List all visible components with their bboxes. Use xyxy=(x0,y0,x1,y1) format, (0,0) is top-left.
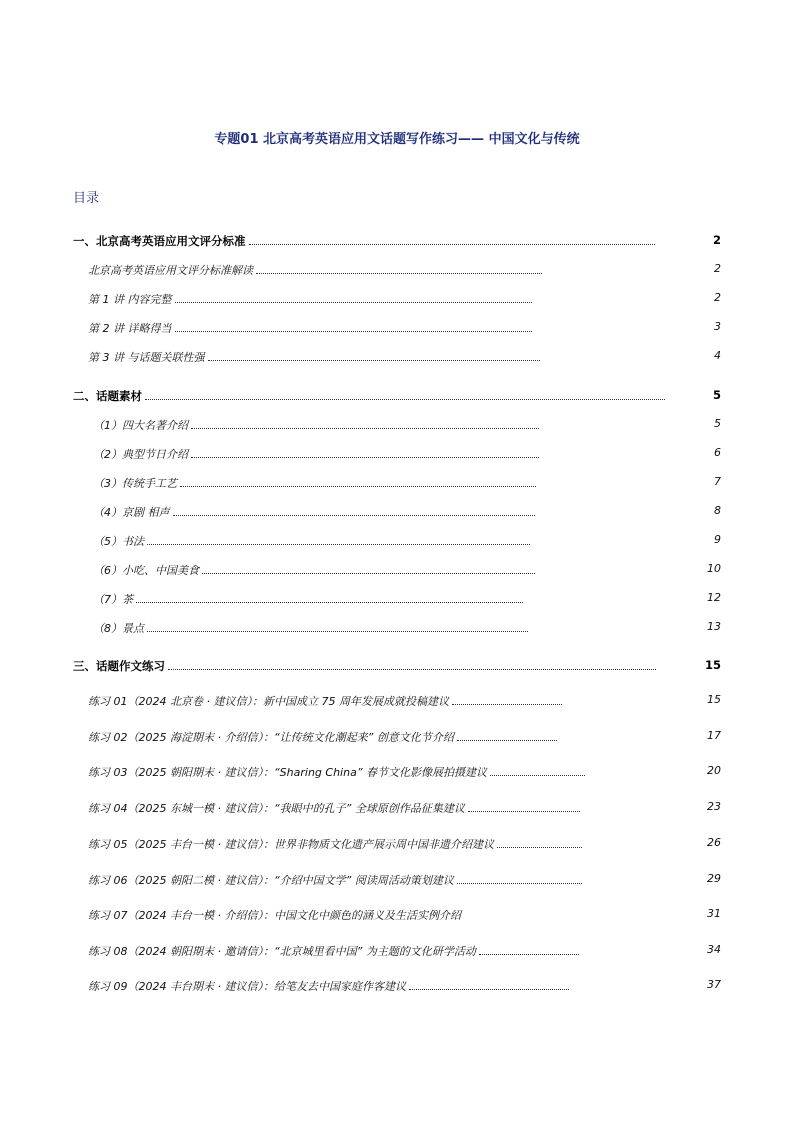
dot-leader xyxy=(409,988,569,990)
toc-entry-label: 练习 09（2024 丰台期末 · 建议信）：给笔友去中国家庭作客建议 xyxy=(88,980,406,993)
toc-entry[interactable] xyxy=(73,658,721,674)
toc-entry-page: 8 xyxy=(714,504,721,517)
toc-entry-label: 第 2 讲 详略得当 xyxy=(88,322,172,335)
toc-entry-label: （1）四大名著介绍 xyxy=(93,419,188,432)
toc-entry-label: （5）书法 xyxy=(93,535,144,548)
toc-entry[interactable] xyxy=(93,620,721,636)
toc-entry-page: 2 xyxy=(714,291,721,304)
toc-entry[interactable] xyxy=(88,907,721,923)
toc-entry-page: 12 xyxy=(707,591,721,604)
dot-leader xyxy=(457,739,557,741)
toc-entry-label: （4）京剧 相声 xyxy=(93,506,170,519)
toc-entry-label: 练习 01（2024 北京卷 · 建议信）：新中国成立 75 周年发展成就投稿建议 xyxy=(88,695,449,708)
toc-entry-label: 练习 04（2025 东城一模 · 建议信）：“我眼中的孔子” 全球原创作品征集建议 xyxy=(88,802,465,815)
toc-heading: 目录 xyxy=(73,191,100,206)
toc-entry-label: （6）小吃、中国美食 xyxy=(93,564,199,577)
toc-entry[interactable] xyxy=(93,475,721,491)
dot-leader xyxy=(249,243,655,245)
toc-entry[interactable] xyxy=(93,591,721,607)
toc-entry[interactable] xyxy=(88,800,721,816)
toc-entry-label: 一、北京高考英语应用文评分标准 xyxy=(73,234,246,248)
dot-leader xyxy=(191,427,539,429)
toc-entry-label: 练习 05（2025 丰台一模 · 建议信）：世界非物质文化遗产展示周中国非遗介绍建议 xyxy=(88,838,494,851)
toc-entry[interactable] xyxy=(88,693,721,709)
toc-entry-label: 北京高考英语应用文评分标准解读 xyxy=(88,264,253,277)
dot-leader xyxy=(147,630,528,632)
toc-entry-label: 练习 02（2025 海淀期末 · 介绍信）：“让传统文化潮起来” 创意文化节介绍 xyxy=(88,731,454,744)
toc-entry-page: 10 xyxy=(707,562,721,575)
toc-entry-label: （7）茶 xyxy=(93,593,133,606)
dot-leader xyxy=(145,398,665,400)
toc-entry[interactable] xyxy=(88,978,721,994)
toc-entry[interactable] xyxy=(88,291,721,307)
dot-leader xyxy=(180,485,536,487)
toc-entry-page: 3 xyxy=(714,320,721,333)
toc-entry-label: 第 3 讲 与话题关联性强 xyxy=(88,351,205,364)
toc-entry-label: （3）传统手工艺 xyxy=(93,477,177,490)
dot-leader xyxy=(136,601,523,603)
toc-entry-page: 9 xyxy=(714,533,721,546)
dot-leader xyxy=(175,301,532,303)
toc-entry-label: 第 1 讲 内容完整 xyxy=(88,293,172,306)
toc-entry-page: 5 xyxy=(714,417,721,430)
toc-entry-page: 7 xyxy=(714,475,721,488)
toc-entry[interactable] xyxy=(88,836,721,852)
toc-entry[interactable] xyxy=(93,417,721,433)
dot-leader xyxy=(490,774,585,776)
toc-entry-page: 15 xyxy=(707,693,721,706)
toc-entry[interactable] xyxy=(88,320,721,336)
toc-entry-label: 二、话题素材 xyxy=(73,389,142,403)
toc-entry-label: 练习 06（2025 朝阳二模 · 建议信）：“介绍中国文学” 阅读周活动策划建议 xyxy=(88,874,454,887)
dot-leader xyxy=(168,668,656,670)
toc-entry[interactable] xyxy=(73,388,721,404)
dot-leader xyxy=(173,514,535,516)
toc-entry[interactable] xyxy=(93,504,721,520)
toc-entry-label: 练习 03（2025 朝阳期末 · 建议信）：“Sharing China” 春节文化影像展拍摄建议 xyxy=(88,766,488,779)
toc-entry-page: 13 xyxy=(707,620,721,633)
toc-entry-page: 15 xyxy=(704,658,721,672)
toc-entry-label: 练习 08（2024 朝阳期末 · 邀请信）：“北京城里看中国” 为主题的文化研学活动 xyxy=(88,945,476,958)
dot-leader xyxy=(457,882,582,884)
toc-entry-page: 5 xyxy=(712,388,721,402)
dot-leader xyxy=(468,810,580,812)
toc-entry-page: 4 xyxy=(714,349,721,362)
toc-entry[interactable] xyxy=(73,233,721,249)
toc-entry-page: 34 xyxy=(707,943,721,956)
dot-leader xyxy=(191,456,539,458)
dot-leader xyxy=(208,359,540,361)
toc-entry-page: 17 xyxy=(707,729,721,742)
dot-leader xyxy=(202,572,535,574)
toc-entry[interactable] xyxy=(88,349,721,365)
toc-entry-page: 31 xyxy=(707,907,721,920)
toc-entry-label: （8）景点 xyxy=(93,622,144,635)
toc-entry[interactable] xyxy=(88,943,721,959)
toc-entry-label: （2）典型节日介绍 xyxy=(93,448,188,461)
toc-entry[interactable] xyxy=(93,533,721,549)
toc-entry-page: 6 xyxy=(714,446,721,459)
toc-entry-page: 29 xyxy=(707,872,721,885)
toc-entry[interactable] xyxy=(88,262,721,278)
dot-leader xyxy=(147,543,530,545)
toc-entry-page: 26 xyxy=(707,836,721,849)
toc-entry[interactable] xyxy=(88,729,721,745)
toc-entry[interactable] xyxy=(93,446,721,462)
toc-entry-page: 2 xyxy=(714,262,721,275)
toc-entry-label: 练习 07（2024 丰台一模 · 介绍信）：中国文化中颜色的涵义及生活实例介绍 xyxy=(88,909,461,922)
toc-entry-page: 2 xyxy=(712,233,721,247)
dot-leader xyxy=(497,846,582,848)
dot-leader xyxy=(175,330,532,332)
toc-entry-page: 20 xyxy=(707,764,721,777)
toc-entry-label: 三、话题作文练习 xyxy=(73,659,165,673)
toc-entry[interactable] xyxy=(88,872,721,888)
dot-leader xyxy=(256,272,542,274)
toc-entry[interactable] xyxy=(93,562,721,578)
toc-entry[interactable] xyxy=(88,764,721,780)
toc-entry-page: 37 xyxy=(707,978,721,991)
document-title: 专题01 北京高考英语应用文话题写作练习—— 中国文化与传统 xyxy=(214,132,580,147)
toc-entry-page: 23 xyxy=(707,800,721,813)
dot-leader xyxy=(452,703,562,705)
dot-leader xyxy=(479,953,579,955)
